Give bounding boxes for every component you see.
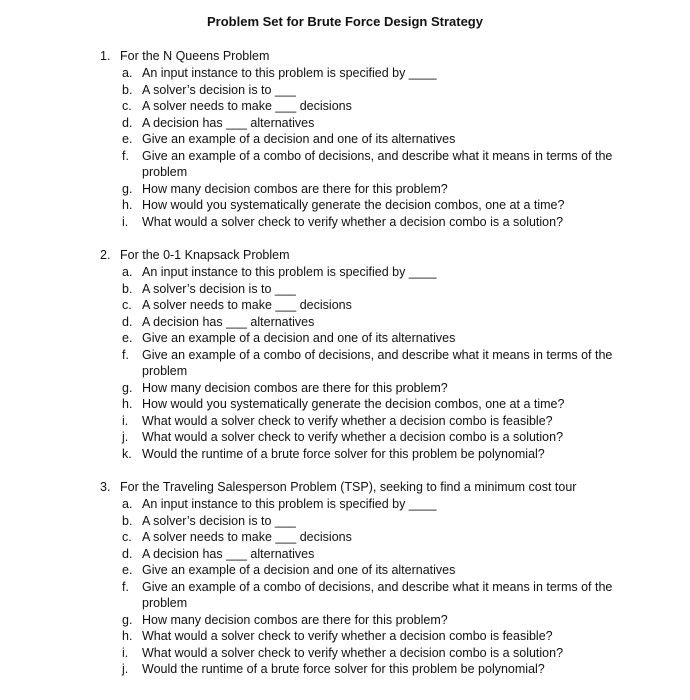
page-title: Problem Set for Brute Force Design Strategy <box>207 14 483 29</box>
question-letter: e. <box>122 132 133 146</box>
question-text: How many decision combos are there for this problem? <box>142 380 448 395</box>
question-letter: d. <box>122 115 133 130</box>
question-letter: j. <box>122 430 129 444</box>
problem-heading-text: For the 0-1 Knapsack Problem <box>120 248 290 262</box>
question-text: What would a solver check to verify whether a decision combo is a solution? <box>142 214 564 229</box>
question-text: How many decision combos are there for this problem? <box>142 181 448 196</box>
question-text: A solver needs to make ___ decisions <box>142 298 352 312</box>
question-item <box>100 413 640 430</box>
question-letter: f. <box>122 347 129 362</box>
question-text: Give an example of a combo of decisions, and describe what it means in terms of the problem <box>142 148 613 179</box>
question-text: Give an example of a decision and one of its alternatives <box>142 563 456 577</box>
question-item <box>100 645 640 662</box>
problem-section-2 <box>100 247 640 462</box>
question-text: A solver needs to make ___ decisions <box>142 530 352 544</box>
question-item <box>100 446 640 463</box>
question-text: Would the runtime of a brute force solver for this problem be polynomial? <box>142 446 545 461</box>
question-letter: c. <box>122 530 132 544</box>
question-letter: g. <box>122 612 133 627</box>
question-letter: c. <box>122 99 132 113</box>
question-item <box>100 297 640 314</box>
question-list <box>100 496 640 678</box>
question-text: Give an example of a decision and one of its alternatives <box>142 331 456 345</box>
question-item <box>100 396 640 413</box>
question-letter: e. <box>122 563 133 577</box>
question-item <box>100 579 640 612</box>
question-text: An input instance to this problem is specified by ____ <box>142 66 437 80</box>
question-letter: a. <box>122 497 133 511</box>
question-item <box>100 380 640 397</box>
problem-section-1 <box>100 48 640 230</box>
question-item <box>100 347 640 380</box>
question-list <box>100 264 640 462</box>
question-letter: b. <box>122 513 133 528</box>
question-text: A decision has ___ alternatives <box>142 115 315 130</box>
question-text: What would a solver check to verify whether a decision combo is a solution? <box>142 430 564 444</box>
question-letter: b. <box>122 82 133 97</box>
question-letter: d. <box>122 546 133 561</box>
problem-heading <box>100 48 640 65</box>
question-item <box>100 214 640 231</box>
problem-number: 2. <box>100 248 111 262</box>
question-item <box>100 181 640 198</box>
question-item <box>100 612 640 629</box>
question-item <box>100 197 640 214</box>
question-letter: i. <box>122 645 129 660</box>
question-letter: h. <box>122 397 133 411</box>
question-text: Give an example of a combo of decisions, and describe what it means in terms of the problem <box>142 347 613 378</box>
question-item <box>100 628 640 645</box>
question-text: A decision has ___ alternatives <box>142 314 315 329</box>
problem-number: 1. <box>100 49 111 63</box>
question-text: How would you systematically generate the decision combos, one at a time? <box>142 397 565 411</box>
question-text: An input instance to this problem is specified by ____ <box>142 497 437 511</box>
question-text: Give an example of a combo of decisions, and describe what it means in terms of the problem <box>142 579 613 610</box>
question-text: Would the runtime of a brute force solver for this problem be polynomial? <box>142 662 545 676</box>
question-item <box>100 546 640 563</box>
question-item <box>100 562 640 579</box>
question-text: A solver’s decision is to ___ <box>142 281 296 296</box>
question-letter: a. <box>122 66 133 80</box>
question-letter: k. <box>122 446 132 461</box>
question-item <box>100 429 640 446</box>
question-item <box>100 82 640 99</box>
question-letter: f. <box>122 579 129 594</box>
question-letter: h. <box>122 629 133 643</box>
question-letter: i. <box>122 413 129 428</box>
question-item <box>100 513 640 530</box>
question-text: What would a solver check to verify whether a decision combo is feasible? <box>142 629 553 643</box>
question-letter: g. <box>122 380 133 395</box>
question-letter: f. <box>122 148 129 163</box>
problem-heading-text: For the Traveling Salesperson Problem (TSP), seeking to find a minimum cost tour <box>120 480 577 494</box>
question-item <box>100 115 640 132</box>
question-text: What would a solver check to verify whether a decision combo is a solution? <box>142 645 564 660</box>
question-item <box>100 330 640 347</box>
question-text: A solver’s decision is to ___ <box>142 513 296 528</box>
question-item <box>100 148 640 181</box>
question-item <box>100 131 640 148</box>
question-text: A solver needs to make ___ decisions <box>142 99 352 113</box>
question-item <box>100 264 640 281</box>
question-letter: i. <box>122 214 129 229</box>
question-letter: b. <box>122 281 133 296</box>
question-item <box>100 529 640 546</box>
question-text: Give an example of a decision and one of its alternatives <box>142 132 456 146</box>
question-text: A solver’s decision is to ___ <box>142 82 296 97</box>
question-item <box>100 281 640 298</box>
question-letter: a. <box>122 265 133 279</box>
problem-heading <box>100 247 640 264</box>
question-item <box>100 98 640 115</box>
question-item <box>100 314 640 331</box>
question-letter: j. <box>122 662 129 676</box>
question-letter: d. <box>122 314 133 329</box>
problem-heading-text: For the N Queens Problem <box>120 49 270 63</box>
problem-heading <box>100 479 640 496</box>
question-letter: c. <box>122 298 132 312</box>
question-text: A decision has ___ alternatives <box>142 546 315 561</box>
question-letter: g. <box>122 181 133 196</box>
question-text: What would a solver check to verify whether a decision combo is feasible? <box>142 413 553 428</box>
question-text: How would you systematically generate the decision combos, one at a time? <box>142 198 565 212</box>
problem-number: 3. <box>100 480 111 494</box>
question-text: How many decision combos are there for this problem? <box>142 612 448 627</box>
question-text: An input instance to this problem is specified by ____ <box>142 265 437 279</box>
question-item <box>100 496 640 513</box>
question-list <box>100 65 640 230</box>
question-item <box>100 65 640 82</box>
question-item <box>100 661 640 678</box>
question-letter: h. <box>122 198 133 212</box>
question-letter: e. <box>122 331 133 345</box>
problem-section-3 <box>100 479 640 678</box>
